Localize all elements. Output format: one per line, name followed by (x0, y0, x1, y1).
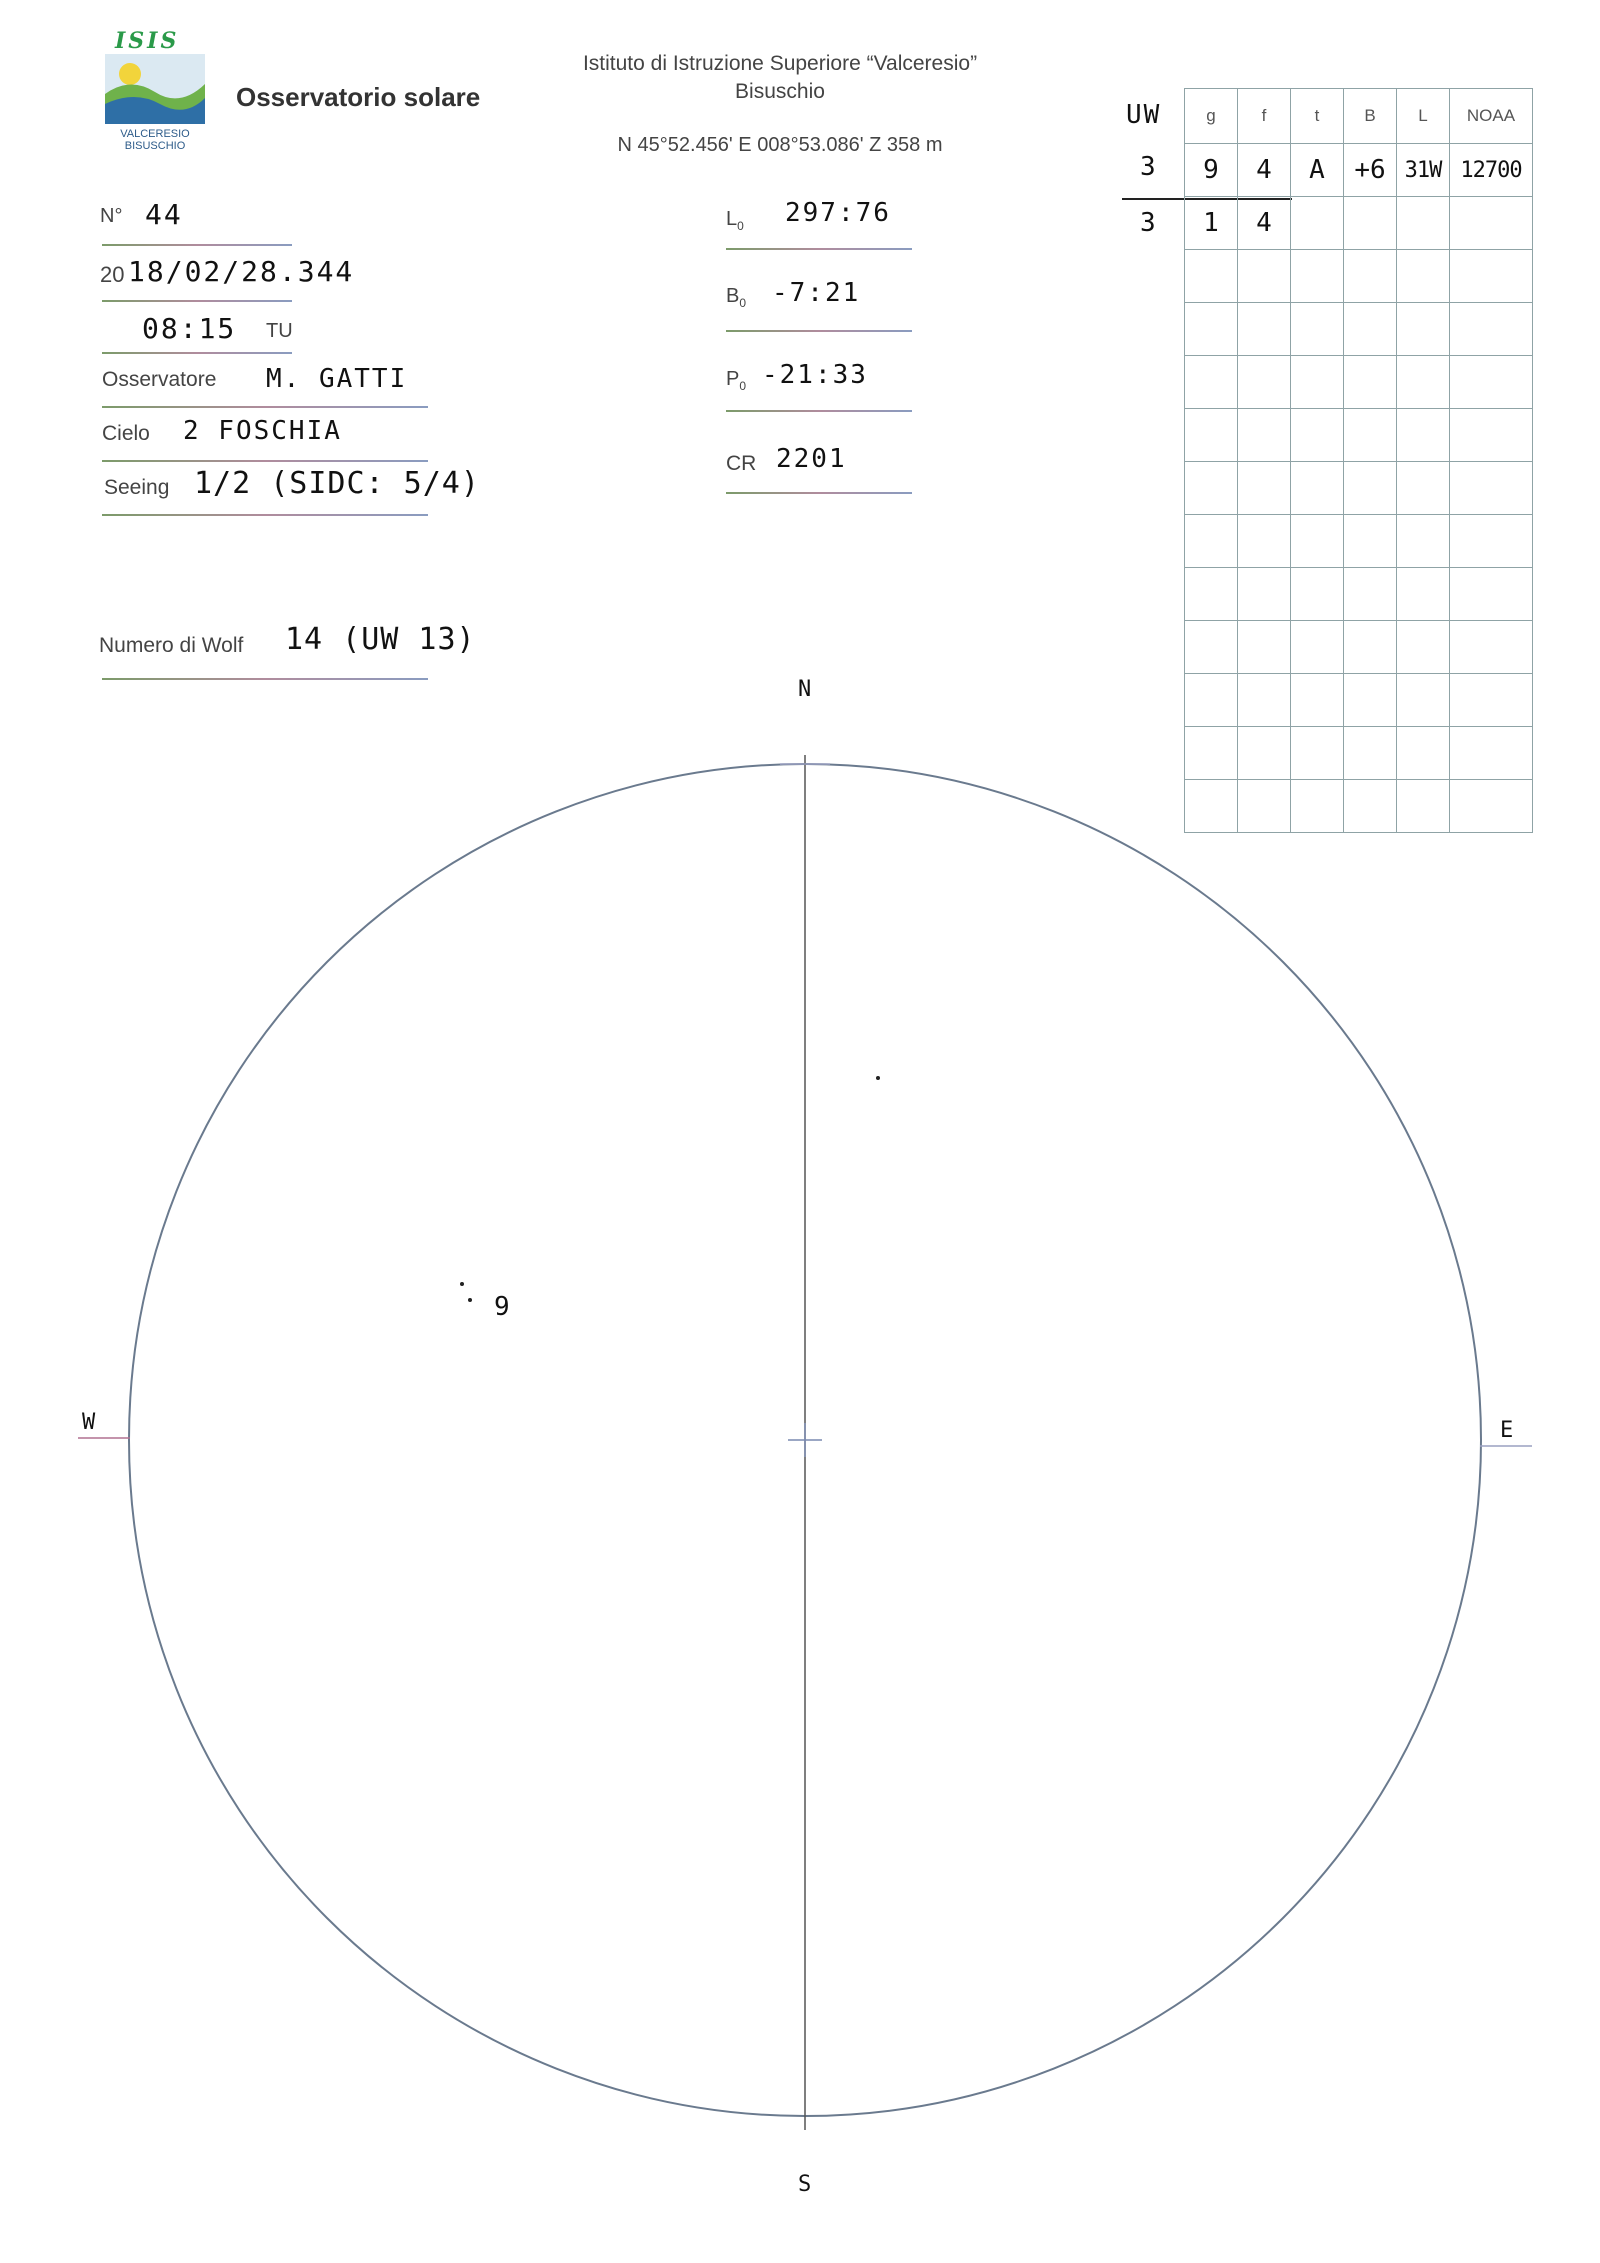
col-noaa-header: NOAA (1450, 89, 1533, 144)
cell-f: 4 (1238, 197, 1291, 250)
institute-town: Bisuschio (735, 80, 825, 103)
p0-value: -21:33 (762, 360, 868, 390)
l0-label: $L_0$ (726, 208, 744, 233)
logo-subtitle-2: BISUSCHIO (124, 140, 186, 152)
observatory-title: Osservatorio solare (236, 82, 481, 112)
l0-value: 297:76 (785, 198, 891, 228)
cr-label: CR (726, 452, 757, 475)
time-unit: TU (266, 320, 293, 342)
number-value: 44 (145, 198, 183, 231)
east-label: E (1500, 1418, 1516, 1443)
wolf-label: Numero di Wolf (99, 634, 244, 657)
observer-label: Osservatore (102, 368, 217, 391)
cr-value: 2201 (776, 444, 847, 474)
cell-t: A (1291, 144, 1344, 197)
logo-subtitle-1: VALCERESIO (120, 128, 190, 140)
west-label: W (82, 1410, 98, 1435)
uw-value-row1: 3 (1140, 152, 1158, 182)
p0-label: $P_0$ (726, 368, 747, 393)
number-label: N° (100, 205, 123, 227)
seeing-value: 1/2 (SIDC: 5/4) (194, 466, 480, 501)
sunspot (460, 1282, 464, 1286)
uw-column-header: UW (1126, 100, 1162, 130)
sunspot-group-label: 9 (494, 1292, 512, 1322)
col-g-header: g (1185, 89, 1238, 144)
b0-value: -7:21 (772, 278, 861, 308)
south-label: S (798, 2172, 814, 2197)
seeing-label: Seeing (104, 476, 170, 499)
col-b-header: B (1344, 89, 1397, 144)
col-t-header: t (1291, 89, 1344, 144)
date-prefix: 20 (100, 262, 125, 287)
north-label: N (798, 677, 814, 702)
sky-label: Cielo (102, 422, 150, 445)
sky-value: 2 FOSCHIA (183, 416, 342, 446)
observer-value: M. GATTI (266, 364, 408, 394)
cell-noaa: 12700 (1450, 144, 1533, 197)
wolf-value: 14 (UW 13) (285, 622, 476, 657)
date-value: 18/02/28.344 (128, 255, 355, 288)
col-l-header: L (1397, 89, 1450, 144)
logo-text: ISIS (115, 28, 180, 54)
sunspot (468, 1298, 472, 1302)
observatory-coordinates: N 45°52.456' E 008°53.086' Z 358 m (617, 134, 943, 156)
cell-g: 1 (1185, 197, 1238, 250)
b0-label: $B_0$ (726, 285, 747, 310)
cell-l: 31W (1397, 144, 1450, 197)
cell-f: 4 (1238, 144, 1291, 197)
cell-b: +6 (1344, 144, 1397, 197)
cell-g: 9 (1185, 144, 1238, 197)
col-f-header: f (1238, 89, 1291, 144)
time-value: 08:15 (142, 312, 237, 345)
institute-name: Istituto di Istruzione Superiore “Valceresio” (582, 52, 978, 75)
uw-value-row2: 3 (1140, 208, 1158, 238)
sunspot (876, 1076, 880, 1080)
